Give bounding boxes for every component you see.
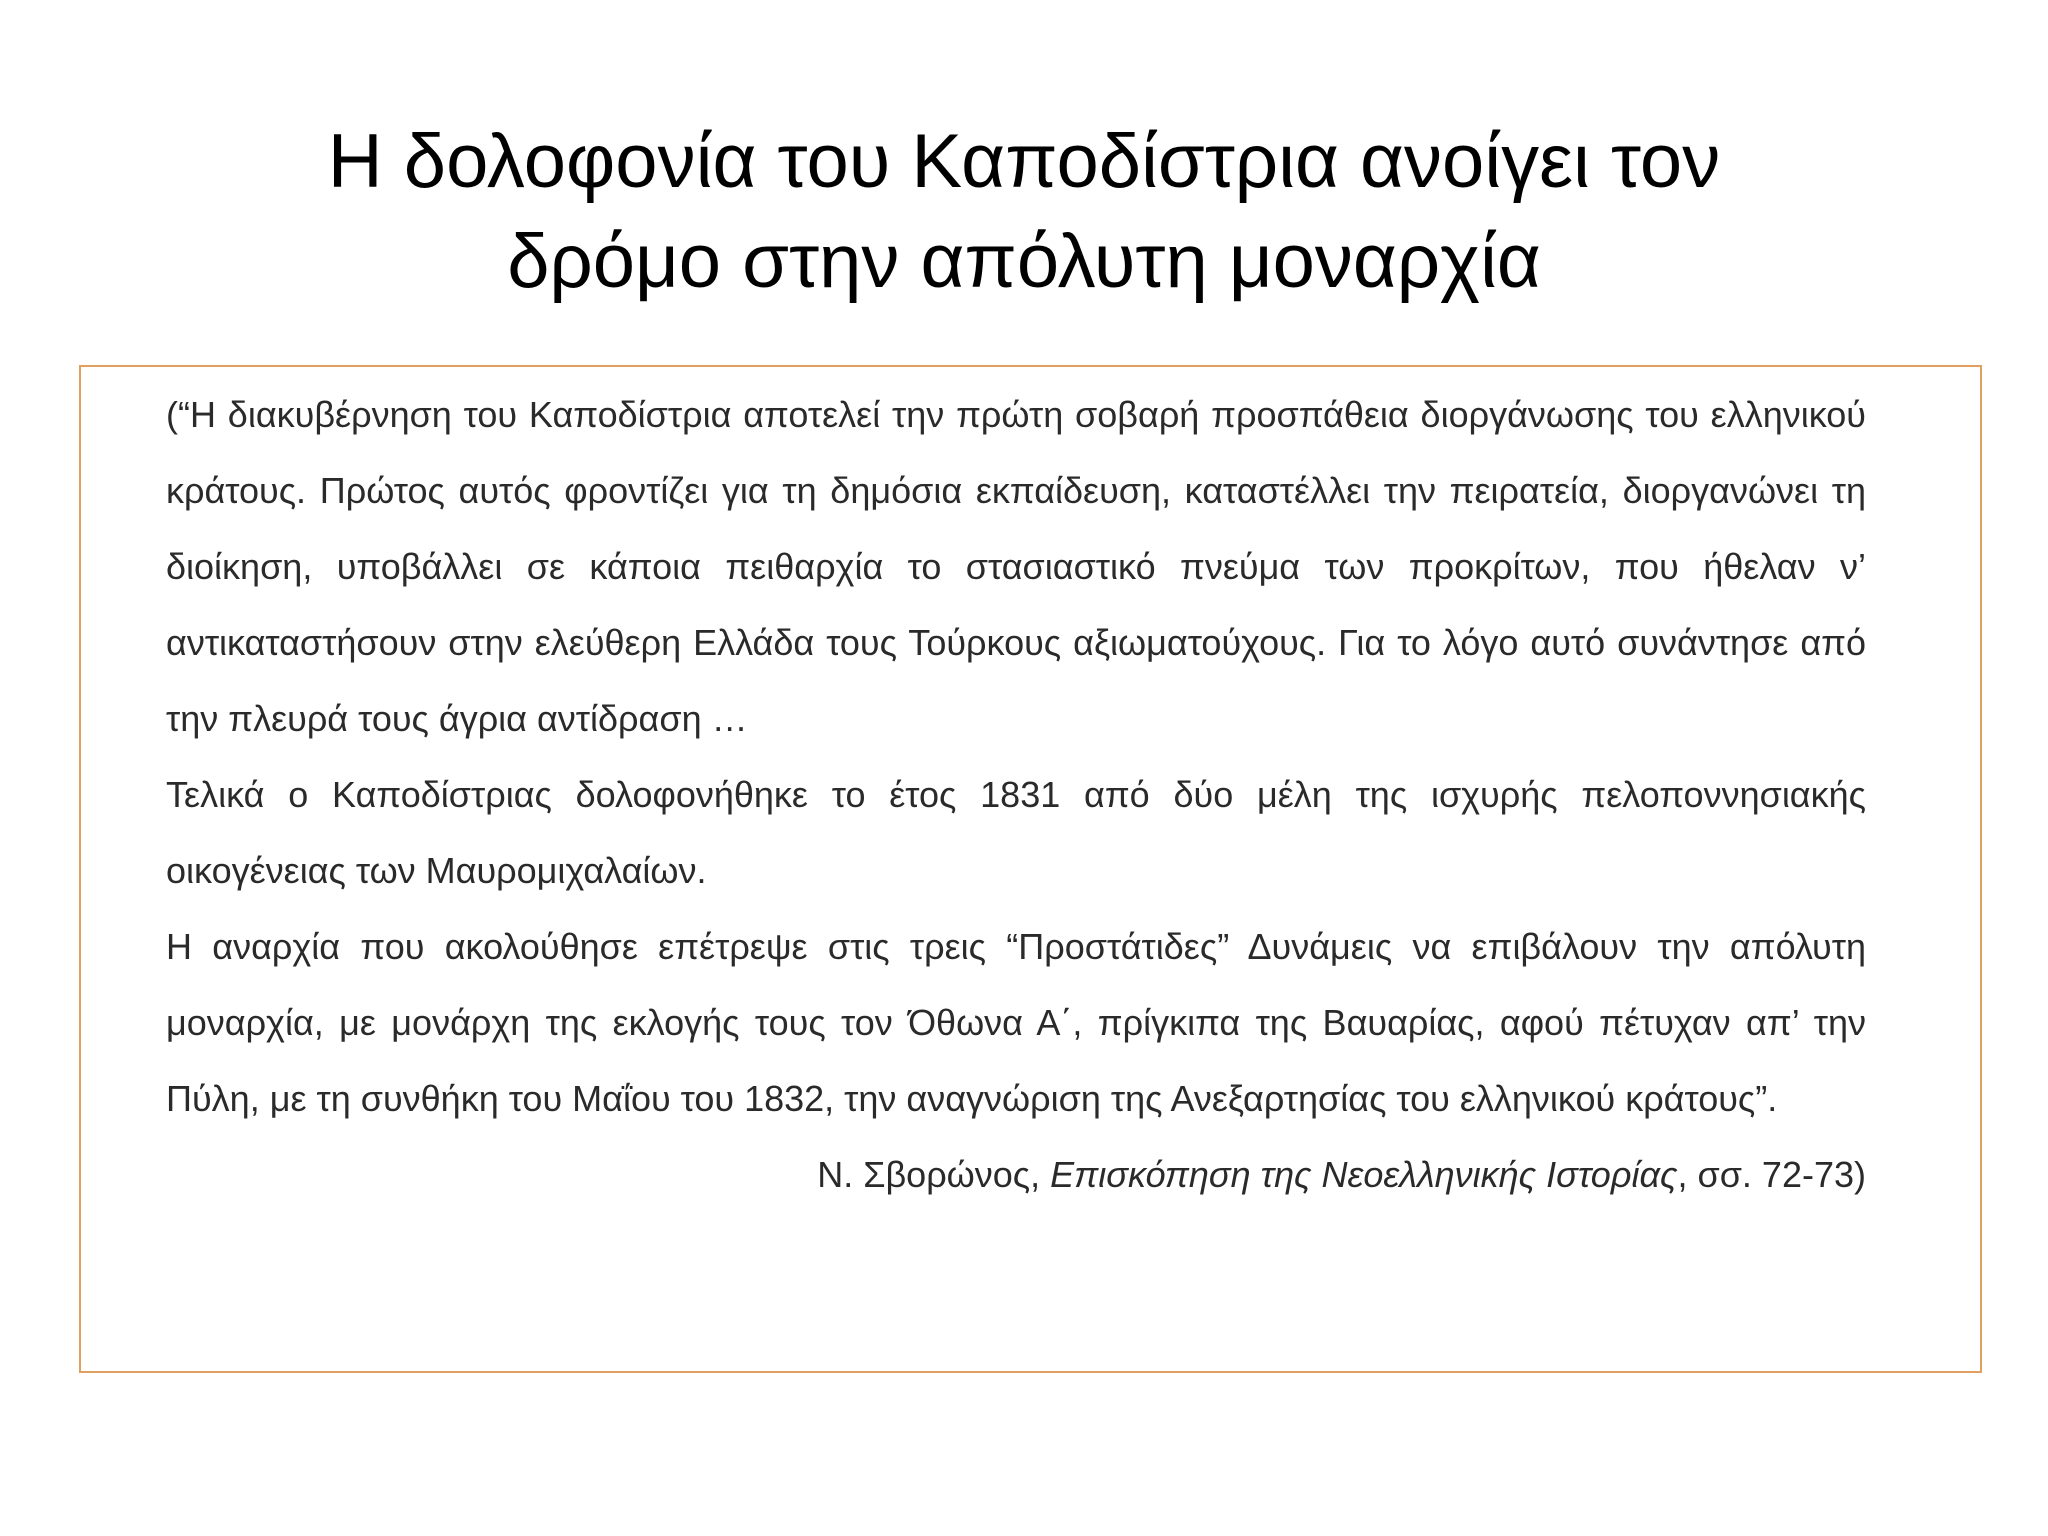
slide-title (0, 112, 2048, 312)
citation-author: Ν. Σβορώνος, (817, 1154, 1051, 1195)
quote-paragraph-2: Τελικά ο Καποδίστριας δολοφονήθηκε το έτος 1831 από δύο μέλη της ισχυρής πελοποννησιακής οικογένειας των Μαυρομιχαλαίων. (166, 774, 1866, 891)
citation-work: Επισκόπηση της Νεοελληνικής Ιστορίας (1050, 1154, 1678, 1195)
slide-title-line-2: δρόμο στην απόλυτη μοναρχία (507, 219, 1541, 304)
quote-paragraph-3: Η αναρχία που ακολούθησε επέτρεψε στις τρεις “Προστάτιδες” Δυνάμεις να επιβάλουν την απόλυτη μοναρχία, με μονάρχη της εκλογής τους τον Όθωνα Α΄, πρίγκιπα της Βαυαρίας, αφού πέτυχαν απ’ την Πύλη, με τη συνθήκη του Μαΐου του 1832, την αναγνώριση της Ανεξαρτησίας του ελληνικού κράτους”. (166, 926, 1866, 1119)
quote-paragraph-1: (“Η διακυβέρνηση του Καποδίστρια αποτελεί την πρώτη σοβαρή προσπάθεια διοργάνωσης του ελληνικού κράτους. Πρώτος αυτός φροντίζει για τη δημόσια εκπαίδευση, καταστέλλει την πειρατεία, διοργανώνει τη διοίκηση, υποβάλλει σε κάποια πειθαρχία το στασιαστικό πνεύμα των προκρίτων, που ήθελαν ν’ αντικαταστήσουν στην ελεύθερη Ελλάδα τους Τούρκους αξιωματούχους. Για το λόγο αυτό συνάντησε από την πλευρά τους άγρια αντίδραση … (166, 394, 1866, 739)
quote-citation (166, 1137, 1866, 1213)
quote-text (166, 377, 1866, 1213)
slide-title-line-1: Η δολοφονία του Καποδίστρια ανοίγει τον (327, 119, 1721, 204)
citation-pages: , σσ. 72-73) (1677, 1154, 1866, 1195)
quote-box (79, 365, 1982, 1373)
